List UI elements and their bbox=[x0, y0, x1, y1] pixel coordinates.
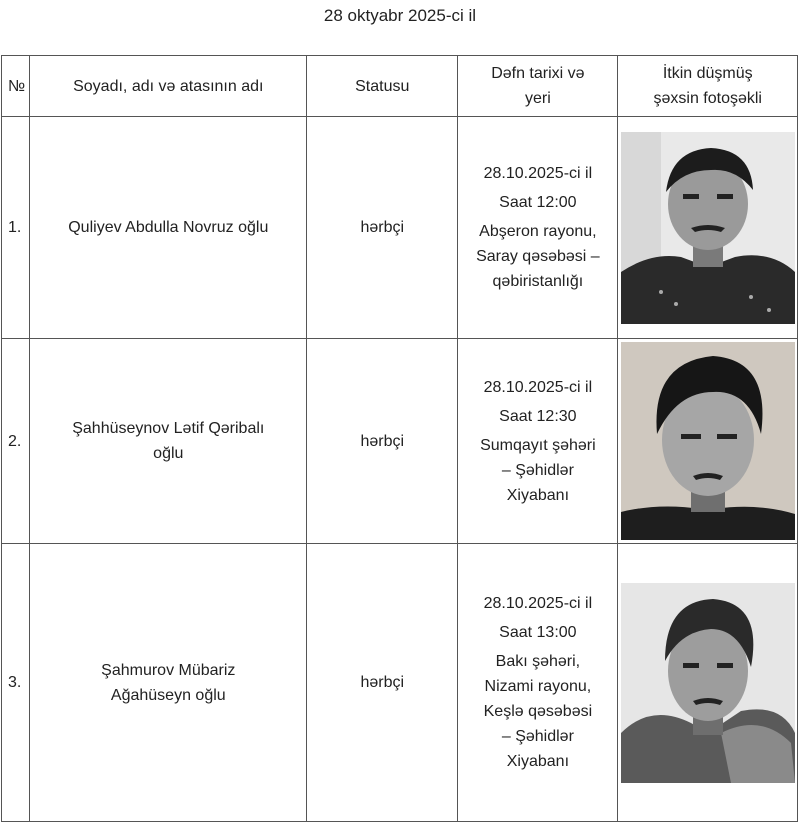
header-photo-line-1: İtkin düşmüş bbox=[662, 65, 753, 82]
header-burial-line-1: Dəfn tarixi və bbox=[491, 65, 585, 82]
missing-persons-table bbox=[1, 55, 798, 822]
row-full-name bbox=[30, 117, 307, 339]
header-photo bbox=[618, 56, 798, 117]
place-line: qəbiristanlığı bbox=[492, 273, 584, 290]
table-row bbox=[2, 117, 798, 339]
row-number: 3. bbox=[2, 544, 30, 822]
row-number: 2. bbox=[2, 339, 30, 544]
header-burial-line-2: yeri bbox=[524, 90, 551, 107]
burial-time: Saat 12:00 bbox=[499, 194, 577, 211]
place-line: Saray qəsəbəsi – bbox=[476, 248, 600, 265]
row-status: hərbçi bbox=[307, 544, 458, 822]
header-burial bbox=[458, 56, 618, 117]
place-line: Xiyabanı bbox=[506, 486, 570, 504]
burial-time: Saat 13:00 bbox=[499, 624, 577, 641]
place-line: – Şəhidlər bbox=[501, 728, 574, 745]
row-photo bbox=[618, 544, 798, 822]
table-header-row bbox=[2, 56, 798, 117]
row-number: 1. bbox=[2, 117, 30, 339]
portrait-photo-icon bbox=[621, 132, 795, 324]
burial-place bbox=[458, 433, 617, 508]
row-photo bbox=[618, 339, 798, 544]
header-status: Statusu bbox=[307, 56, 458, 117]
name-line: oğlu bbox=[153, 445, 184, 462]
row-status: hərbçi bbox=[307, 339, 458, 544]
place-line: Nizami rayonu, bbox=[484, 678, 592, 695]
portrait-photo-icon bbox=[621, 342, 795, 540]
name-line: Şahhüseynov Lətif Qəribalı bbox=[72, 420, 265, 437]
row-burial bbox=[458, 544, 618, 822]
name-line: Quliyev Abdulla Novruz oğlu bbox=[68, 219, 269, 236]
header-full-name: Soyadı, adı və atasının adı bbox=[30, 56, 307, 117]
header-number: № bbox=[2, 56, 30, 117]
row-full-name bbox=[30, 544, 307, 822]
table-row bbox=[2, 544, 798, 822]
place-line: Abşeron rayonu, bbox=[479, 223, 597, 240]
place-line: Sumqayıt şəhəri bbox=[480, 436, 596, 454]
row-status: hərbçi bbox=[307, 117, 458, 339]
portrait-photo-icon bbox=[621, 583, 795, 783]
document-date: 28 oktyabr 2025-ci il bbox=[323, 6, 477, 25]
name-line: Ağahüseyn oğlu bbox=[110, 686, 226, 704]
place-line: Bakı şəhəri, bbox=[495, 653, 581, 670]
row-burial bbox=[458, 339, 618, 544]
burial-date: 28.10.2025-ci il bbox=[483, 378, 593, 396]
row-full-name bbox=[30, 339, 307, 544]
place-line: Keşlə qəsəbəsi bbox=[483, 703, 593, 720]
place-line: Xiyabanı bbox=[506, 753, 570, 770]
row-photo bbox=[618, 117, 798, 339]
header-photo-line-2: şəxsin fotoşəkli bbox=[653, 90, 762, 107]
burial-place bbox=[458, 649, 617, 774]
burial-date: 28.10.2025-ci il bbox=[483, 595, 593, 612]
burial-place bbox=[458, 219, 617, 294]
burial-time: Saat 12:30 bbox=[499, 407, 577, 425]
burial-date: 28.10.2025-ci il bbox=[483, 165, 593, 182]
place-line: – Şəhidlər bbox=[501, 461, 574, 479]
table-row bbox=[2, 339, 798, 544]
name-line: Şahmurov Mübariz bbox=[101, 661, 236, 679]
row-burial bbox=[458, 117, 618, 339]
